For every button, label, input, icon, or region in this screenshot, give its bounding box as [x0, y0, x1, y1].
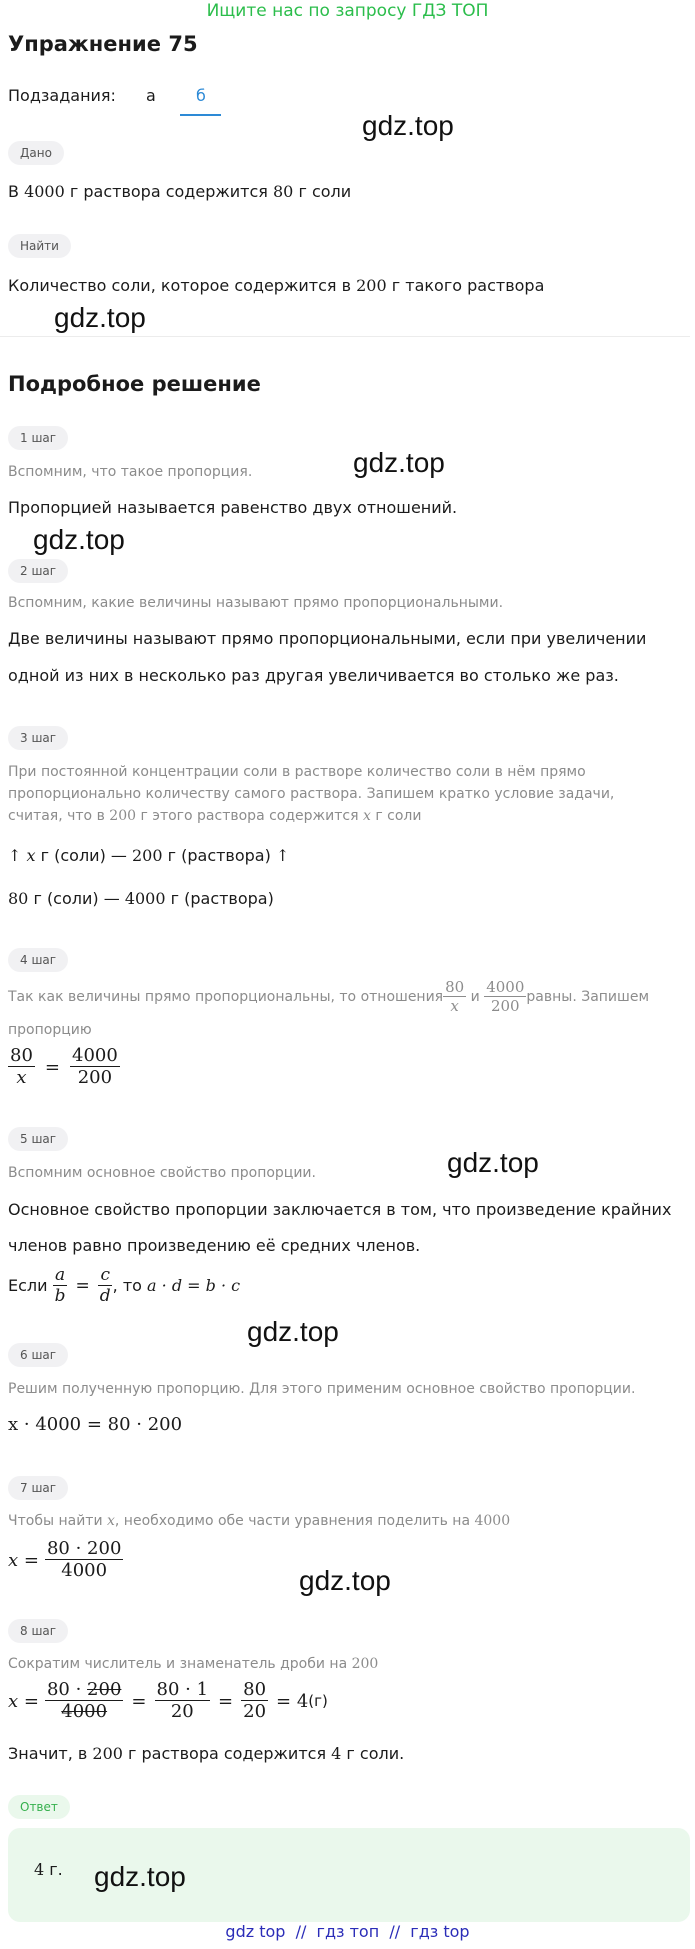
- conclusion-mid: г раствора содержится: [122, 1744, 332, 1763]
- step-1-hint: Вспомним, что такое пропорция.: [8, 464, 253, 480]
- step-3-line-2-a: г (соли) —: [28, 889, 125, 908]
- step-2-body-line-1: Две величины называют прямо пропорциональными, если при увеличении: [8, 629, 647, 648]
- fraction-numerator: 80 · 1: [156, 1679, 209, 1700]
- step-4-fraction-2: [484, 979, 526, 1015]
- fraction-denominator: 20: [243, 1700, 267, 1722]
- conclusion-post: г соли.: [341, 1744, 405, 1763]
- find-text-pre: Количество соли, которое содержится в: [8, 276, 357, 295]
- step-5-rule: [8, 1266, 240, 1306]
- step-7-hint-pre: Чтобы найти: [8, 1513, 107, 1529]
- step-8-fraction-3: [241, 1680, 268, 1722]
- given-chip: Дано: [8, 141, 64, 165]
- active-tab-indicator: [180, 114, 221, 116]
- step-4-chip: 4 шаг: [8, 948, 68, 972]
- step-8-fraction-1: [45, 1680, 123, 1722]
- step-3-hint-number: 200: [109, 808, 137, 824]
- step-3-hint-x: x: [362, 808, 371, 824]
- step-8-fraction-2: [155, 1680, 211, 1722]
- answer-unit: г.: [44, 1860, 63, 1879]
- step-7-lhs: x =: [8, 1549, 39, 1571]
- fraction-denominator: b: [54, 1285, 66, 1306]
- step-6-chip: 6 шаг: [8, 1343, 68, 1367]
- step-4-proportion: [8, 1046, 120, 1088]
- fraction-denominator: 20: [170, 1700, 194, 1722]
- numerator-part: 80 ·: [46, 1679, 88, 1700]
- conclusion-pre: Значит, в: [8, 1744, 93, 1763]
- step-8-lhs: x =: [8, 1690, 39, 1712]
- given-text-post: г соли: [293, 182, 352, 201]
- rule-fraction-right: [98, 1266, 113, 1306]
- tab-subtask-b[interactable]: б: [196, 86, 206, 105]
- fraction-numerator: 80: [243, 1679, 267, 1700]
- step-3-hint-mid: г этого раствора содержится: [136, 808, 363, 824]
- step-3-line-1-a: г (соли) —: [35, 846, 132, 865]
- step-3-line-1: [8, 843, 289, 869]
- step-8-unit: (г): [308, 1692, 328, 1711]
- page-title: Упражнение 75: [8, 32, 198, 56]
- step-7-hint-x: x: [107, 1513, 115, 1529]
- step-2-hint: Вспомним, какие величины называют прямо пропорциональными.: [8, 595, 504, 611]
- step-6-equation: x · 4000 = 80 · 200: [8, 1414, 183, 1435]
- fraction-numerator: c: [100, 1265, 110, 1285]
- fraction-numerator: 4000: [486, 978, 525, 996]
- solution-title: Подробное решение: [8, 372, 261, 396]
- step-4-hint-and: и: [466, 988, 485, 1005]
- step-3-hint-pre: считая, что в: [8, 808, 110, 824]
- step-3-line-2: [8, 886, 274, 912]
- footer-links[interactable]: gdz top // гдз топ // гдз top: [225, 1922, 470, 1941]
- equals-sign: =: [131, 1690, 147, 1712]
- watermark: gdz.top: [54, 302, 146, 333]
- given-text-mid: г раствора содержится: [64, 182, 273, 201]
- promo-banner[interactable]: Ищите нас по запросу ГДЗ ТОП: [206, 1, 489, 21]
- step-4-hint-line-1: [8, 979, 649, 1015]
- find-text-post: г такого раствора: [386, 276, 545, 295]
- step-7-hint: [8, 1510, 510, 1532]
- conclusion-number-1: 200: [92, 1744, 123, 1763]
- fraction-numerator: 80: [10, 1045, 33, 1066]
- step-7-fraction: [45, 1539, 123, 1581]
- step-3-chip: 3 шаг: [8, 726, 68, 750]
- step-8-equation: [8, 1680, 328, 1722]
- equals-sign: =: [44, 1056, 60, 1078]
- step-7-hint-mid: , необходимо обе части уравнения поделить на: [114, 1513, 475, 1529]
- step-7-hint-number: 4000: [474, 1513, 511, 1529]
- given-number-2: 80: [273, 182, 294, 201]
- step-1-chip: 1 шаг: [8, 426, 68, 450]
- step-7-equation: [8, 1539, 123, 1581]
- step-2-body-line-2: одной из них в несколько раз другая увеличивается во столько же раз.: [8, 666, 619, 685]
- watermark: gdz.top: [353, 447, 445, 478]
- fraction-numerator: 80 · 200: [46, 1538, 122, 1559]
- answer-chip: Ответ: [8, 1795, 70, 1819]
- step-7-chip: 7 шаг: [8, 1476, 68, 1500]
- step-3-hint-line-2: пропорционально количеству самого раствора. Запишем кратко условие задачи,: [8, 786, 615, 802]
- step-6-hint: Решим полученную пропорцию. Для этого применим основное свойство пропорции.: [8, 1381, 636, 1397]
- find-number: 200: [356, 276, 387, 295]
- proportion-left: [8, 1046, 35, 1088]
- answer-text: [34, 1860, 63, 1879]
- subtasks-label: Подзадания:: [8, 86, 116, 105]
- step-3-line-2-number-1: 80: [8, 889, 29, 908]
- step-3-line-2-number-2: 4000: [124, 889, 166, 908]
- step-4-hint-line-2: пропорцию: [8, 1022, 92, 1038]
- step-3-line-1-b: г (раствора): [162, 846, 276, 865]
- step-5-chip: 5 шаг: [8, 1127, 68, 1151]
- step-8-hint: [8, 1653, 378, 1675]
- step-8-chip: 8 шаг: [8, 1619, 68, 1643]
- step-2-chip: 2 шаг: [8, 559, 68, 583]
- struck-number: 200: [87, 1679, 122, 1700]
- step-5-product-rule: a · d = b · c: [147, 1276, 241, 1296]
- step-3-hint-post: г соли: [370, 808, 422, 824]
- step-8-hint-number: 200: [351, 1656, 379, 1672]
- equals-sign: =: [75, 1276, 90, 1297]
- tab-subtask-a[interactable]: а: [146, 86, 156, 105]
- step-3-hint-line-1: При постоянной концентрации соли в растворе количество соли в нём прямо: [8, 764, 586, 780]
- step-8-hint-pre: Сократим числитель и знаменатель дроби на: [8, 1656, 352, 1672]
- fraction-denominator: 4000: [61, 1700, 108, 1722]
- proportion-right: [70, 1046, 120, 1088]
- step-3-line-1-x: x: [26, 846, 36, 865]
- find-text: [8, 273, 544, 299]
- step-8-result: = 4: [276, 1690, 309, 1712]
- find-chip: Найти: [8, 234, 71, 258]
- watermark: gdz.top: [33, 524, 125, 555]
- step-4-hint-pre: Так как величины прямо пропорциональны, то отношения: [8, 988, 444, 1005]
- step-3-line-1-number: 200: [131, 846, 163, 865]
- step-8-conclusion: [8, 1741, 404, 1767]
- watermark: gdz.top: [447, 1147, 539, 1178]
- step-5-if: Если: [8, 1276, 53, 1296]
- fraction-denominator: d: [99, 1285, 111, 1306]
- fraction-numerator: 4000: [72, 1045, 118, 1066]
- answer-value: 4: [34, 1860, 45, 1879]
- given-text-pre: В: [8, 182, 25, 201]
- fraction-denominator: 200: [490, 996, 520, 1015]
- watermark: gdz.top: [247, 1316, 339, 1347]
- fraction-numerator: 80: [445, 978, 465, 996]
- fraction-numerator: a: [55, 1265, 66, 1285]
- step-5-hint: Вспомним основное свойство пропорции.: [8, 1165, 316, 1181]
- watermark: gdz.top: [362, 110, 454, 141]
- up-arrow-icon: ↑: [8, 846, 22, 865]
- fraction-denominator: x: [450, 996, 459, 1015]
- fraction-denominator: x: [16, 1066, 27, 1088]
- fraction-denominator: 4000: [61, 1559, 108, 1581]
- step-3-hint-line-3: [8, 805, 421, 827]
- rule-fraction-left: [53, 1266, 68, 1306]
- fraction-numerator: [45, 1680, 123, 1701]
- step-5-body-line-1: Основное свойство пропорции заключается в том, что произведение крайних: [8, 1200, 672, 1219]
- conclusion-number-2: 4: [331, 1744, 342, 1763]
- step-5-body-line-2: членов равно произведению её средних членов.: [8, 1236, 421, 1255]
- watermark: gdz.top: [299, 1565, 391, 1596]
- watermark: gdz.top: [94, 1861, 186, 1892]
- given-number-1: 4000: [24, 182, 65, 201]
- divider: [0, 336, 690, 337]
- given-text: [8, 179, 351, 205]
- step-4-fraction-1: [443, 979, 466, 1015]
- step-5-then: , то: [112, 1276, 148, 1296]
- step-1-body: Пропорцией называется равенство двух отношений.: [8, 498, 458, 517]
- equals-sign: =: [218, 1690, 234, 1712]
- step-4-hint-post: равны. Запишем: [526, 988, 650, 1005]
- fraction-denominator: 200: [77, 1066, 113, 1088]
- step-3-line-2-b: г (раствора): [165, 889, 274, 908]
- up-arrow-icon: ↑: [275, 846, 290, 865]
